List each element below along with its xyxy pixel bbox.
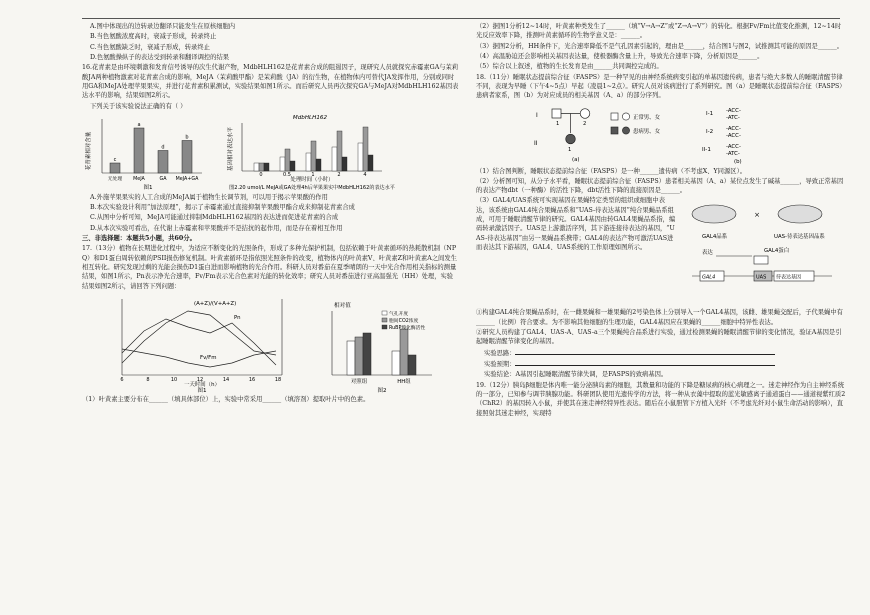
fig2-bar	[342, 157, 347, 171]
fly-icon	[778, 205, 822, 223]
ped-i1-normal-male	[552, 109, 561, 118]
fig4-legend-label: 气孔开度	[389, 311, 409, 317]
uas-label: UAS	[756, 274, 767, 281]
top-rule	[82, 18, 840, 19]
q16-option-d: D.从本次实验可看出，在代谢上赤霉素和苹果酸并不是拮抗的起作用，而是存在着相互作用	[90, 224, 343, 232]
fig4-bar	[355, 337, 363, 375]
legend-normal-female-symbol	[622, 112, 629, 119]
fig2-xlabel: 处理时间（小时）	[290, 176, 334, 183]
fig1-bar-letter: a	[137, 121, 141, 128]
fig4-legend-swatch	[382, 325, 387, 329]
sequence-figure	[702, 108, 742, 165]
option-c: C.当色氨酸缺乏时，衰减子形成，转录终止	[90, 43, 210, 51]
legend-affected-female-symbol	[622, 126, 629, 133]
series-label-fvfm: Fv/Fm	[200, 354, 217, 361]
ped-ii1-affected-female	[566, 134, 576, 144]
fig2-bar	[254, 163, 259, 171]
ped-label-i2: 2	[583, 120, 587, 127]
gen-i-label: I	[536, 111, 538, 119]
fly-icon	[692, 205, 736, 223]
fig1-category-label: 无处理	[107, 176, 123, 182]
gal4-strain-label: GAL4品系	[702, 234, 728, 241]
fig3-xtick: 6	[120, 376, 124, 383]
series-pn-line	[122, 319, 276, 365]
right-column	[476, 22, 846, 419]
fig2-bar	[316, 159, 321, 171]
fig4-bar	[347, 341, 355, 375]
left-column	[82, 22, 459, 405]
q16-option-a: A.外施苹果果实的人工合成的MeJA属于植物生长调节剂，可以用于揭示苹果酸的作用	[90, 193, 328, 201]
q16-figures	[82, 113, 459, 191]
seq-top: -ACC-	[726, 107, 741, 114]
gen-ii-label: II	[534, 139, 538, 147]
target-gene-label: 待表达基因	[776, 274, 802, 281]
pedigree-figure	[476, 103, 846, 165]
q17-text: 17.（13分）植物在长期进化过程中，为适应不断变化的光照条件，形成了多种光保护机制，包括依赖于叶黄素循环的热耗散机制（NPQ）和D1蛋白周转依赖的PSII损伤修复机制。叶黄素循环是指依照光照条件的改变，植物体内的叶黄素V、叶黄素Z和叶黄素A之间发生相互转化。研究发现过剩的光能会损伤D1蛋白进而影响植物的光合作用。科研人员对番茄在夏季晴朗的一天中光合作用相关指标的测量结果，如图1所示，Pn表示净光合速率，Fv/Fm表示光合色素对光能的转化效率；研究人员对番茄进行亚高温强光（HH）处理，实验结果如图2所示，请回答下列问题：	[82, 245, 457, 290]
fig4-xtick: 对照组	[350, 378, 368, 385]
fig3-xtick: 14	[222, 376, 230, 383]
fig2-bar	[280, 157, 285, 171]
fig1-bar	[110, 163, 120, 173]
fig1-bar	[182, 140, 192, 173]
fig2-bar	[285, 149, 290, 171]
option-a: A.图中体现出的边转录边翻译只能发生在原核细胞内	[90, 23, 236, 30]
seq-top: -ACC-	[726, 125, 741, 132]
fig1-bar	[134, 128, 144, 173]
fig2-bar	[264, 163, 269, 171]
fig2-xtick: 0	[259, 171, 263, 178]
q18-3-a: ①构建GAL4纯合果蝇品系时，在一雌果蝇和一雄果蝇的2号染色体上分别导入一个GAL4基因，该雌、雄果蝇交配后，子代果蝇中有______（比例）符合要求。为不影响其他细胞的生理功能，GAL4基因应在果蝇的______细胞中特异性表达。	[476, 309, 843, 326]
plan-answer-line	[515, 348, 775, 355]
gal4-protein-label: GAL4蛋白	[764, 248, 790, 255]
fig2-xtick: 1	[311, 171, 315, 178]
q16-option-c: C.从图中分析可知，MeJA可能通过抑制MdbHLH162基因的表达进而促进花青素的合成	[90, 214, 339, 222]
fig4-bar-chart	[332, 301, 432, 393]
fig2-bar	[311, 141, 316, 171]
gal4-gene-label: GAL4	[702, 274, 716, 281]
fig2-bar	[358, 143, 363, 171]
fig2-bar	[363, 127, 368, 171]
cross-symbol: ×	[754, 211, 760, 220]
series-label-pn: Pn	[234, 314, 241, 321]
q18-expect	[476, 359, 846, 369]
series-fvfm-line	[122, 349, 276, 367]
legend-normal: 正常男、女	[633, 114, 660, 121]
fig3-xtick: 16	[248, 376, 256, 383]
uas-strain-label: UAS-待表达基因品系	[774, 234, 825, 241]
fig4-bar	[408, 355, 416, 375]
q18-3: （3）GAL4/UAS系统可实现基因在果蝇特定类型的组织或细胞中表达，该系统由GAL4纯合果蝇品系和“UAS-待表达基因”纯合果蝇品系组成，可用于睡眠清醒节律的研究。GAL4基因由转GAL4果蝇品系指，编码转录激活因子。UAS是上游激活序列，其下游连接待表达的基因，“UAS-待表达基因”由另一果蝇品系携带；GAL4的表达产物可激活UAS进而表达其下游基因，GAL4、UAS系统的工作原理如图所示。	[476, 197, 676, 251]
q17-3: （3）据图2分析，HH条件下，光合速率降低不是气孔因素引起的，理由是______，结合图1与图2，试推测其可能的原因是______。	[476, 42, 844, 50]
q19-text: 19.（12分）胰岛β细胞是体内唯一能分泌胰岛素的细胞，其数量和功能的下降是糖尿病的核心病理之一。迷走神经作为自主神经系统的一部分，已知参与调节胰腺功能。科研团队使用光遗传学的方法，将一种从衣藻中提取的蓝光敏感离子通道蛋白——通道视紫红质2（ChR2）的基因转入小鼠，并使其在迷走神经特异性表达。随后在小鼠胆管下方植入光纤（不考虑光纤对小鼠生命活动的影响），直接照射其迷走神经，实现特	[476, 381, 846, 417]
fig4-bar	[392, 351, 400, 375]
fig1-bar-letter: d	[161, 144, 165, 151]
fig2-bar	[332, 147, 337, 171]
ped-label-i1: 1	[556, 120, 560, 127]
pedigree-caption: (a)	[572, 156, 580, 163]
seq-id: I-2	[706, 128, 714, 135]
seq-bottom: -ATC-	[726, 114, 740, 121]
q18-conclusion: 实验结论：A基因引起睡眠清醒节律失调，是FASPS的致病基因。	[484, 371, 668, 379]
q18-3-b: ②研究人员构建了GAL4、UAS-A、UAS-a三个果蝇纯合品系进行实验，通过检测果蝇的睡眠清醒节律的变化情况，验证A基因是引起睡眠清醒节律变化的基因。	[476, 329, 842, 346]
pedigree-svg	[476, 103, 846, 165]
fig1-bar-letter: b	[185, 134, 189, 141]
fig4-bar	[363, 333, 371, 375]
fig3-xlabel: 一天时间（h）	[184, 381, 220, 388]
fig3-xtick: 10	[170, 376, 178, 383]
fig1-caption: 图1	[143, 184, 153, 191]
fig2-bars	[254, 127, 373, 171]
fig1-category-label: MeJA+GA	[175, 176, 199, 182]
legend-affected: 患病男、女	[633, 128, 660, 135]
q18-expect-label: 实验预期：	[484, 361, 516, 368]
fig3-xtick: 8	[146, 376, 150, 383]
q17-figures-svg	[82, 293, 459, 393]
q16-ask: 下列关于该实验说法正确的有（ ）	[90, 102, 187, 110]
fig1-category-label: MeJA	[133, 176, 145, 182]
fig4-legend-swatch	[382, 318, 387, 322]
option-b: B.当色氨酸浓度高时，衰减子形成，转录终止	[90, 33, 217, 41]
fig4-caption: 图2	[377, 387, 387, 393]
series-label-az: (A+Z)/(V+A+Z)	[194, 300, 237, 307]
q18-2: （2）分析图可知，从分子水平看，睡眠状态提前综合征（FASPS）患者相关基因（A、a）某位点发生了碱基______，导致正常基因的表达产物dbt（一种酶）的活性下降，dbt活性下降的直接原因是______。	[476, 177, 844, 195]
fig3-line-chart	[120, 299, 282, 393]
fig2-bar	[337, 131, 342, 171]
fig4-legend-swatch	[382, 311, 387, 315]
q17-1: （1）叶黄素主要分布在______（填具体部位）上，实验中常采用______（填溶剂）提取叶片中的色素。	[82, 395, 370, 403]
seq-id: I-1	[706, 110, 714, 117]
sequence-caption: (b)	[734, 158, 742, 165]
fig2-title: MdbHLH162	[292, 114, 328, 121]
fig2-caption: 图2.20 umol/L MeJA或GA处理4h后苹果果实中MdbHLH162的表达水平	[229, 184, 395, 191]
q18-plan	[476, 348, 846, 358]
fig2-ylabel: 基因相对表达水平	[228, 126, 234, 171]
fig4-legend-label: RuBP羧化酶活性	[389, 325, 426, 331]
fig4-legend-label: 胞间CO2浓度	[389, 318, 419, 324]
q17-5: （5）综合以上叙述，植物的生长发育是由______共同调控完成的。	[476, 63, 663, 71]
expect-answer-line	[515, 359, 775, 366]
seq-bottom: -ACC-	[726, 132, 741, 139]
q17-2: （2）据图1分析12~14时，叶黄素种类发生了______（填“V→A→Z”或“Z→A→V”）的转化。根据Fv/Fm比值变化推测，12~14时光反应效率下降，推测叶黄素循环的生物学意义是：______。	[476, 23, 842, 40]
fig2-xtick: 0.5	[283, 171, 291, 178]
fig1-bar	[158, 150, 168, 173]
q17-4: （4）高温胁迫还会影响相关基因表达量，使极器酶含量上升，导致光合速率下降，分析原因是______。	[476, 52, 764, 60]
fig4-xtick: HH组	[397, 378, 411, 385]
seq-id: II-1	[702, 146, 711, 153]
fig3-xtick: 18	[274, 376, 282, 383]
q18-plan-label: 实验思路：	[484, 349, 516, 357]
legend-affected-male-symbol	[611, 127, 618, 134]
fig2-bar-chart	[226, 115, 395, 191]
seq-bottom: -ATC-	[726, 150, 740, 157]
q18-1: （1）结合图判断，睡眠状态提前综合征（FASPS）是一种______遗传病（不考虑X、Y同源区）。	[476, 167, 747, 175]
gal4-uas-diagram	[682, 196, 842, 308]
fig2-xtick: 4	[363, 171, 367, 178]
q16-figures-svg	[82, 113, 459, 191]
ped-label-ii1: 1	[568, 146, 572, 153]
fig2-xtick: 2	[337, 171, 341, 178]
q18-text: 18.（11分）睡眠状态提前综合征（FASPS）是一种罕见的由神经系统病变引起的单基因遗传病，患者与绝大多数人的睡眠清醒节律不同，表现为早睡（下午4~5点）早起（凌晨1~2点）。研究人员对该病进行了系列研究。图（a）是睡眠状态提前综合征（FASPS）患病者家系，图（b）为对应成员的相关基因（A、a）的部分序列。	[476, 73, 846, 100]
fig2-bar	[368, 155, 373, 171]
fig2-bar	[290, 161, 295, 171]
q18-3-block	[476, 196, 846, 308]
ped-i2-normal-female	[580, 108, 590, 118]
fig3-caption: 图1	[197, 387, 207, 393]
fig2-bar	[259, 163, 264, 171]
fig4-bar	[400, 329, 408, 375]
seq-top: -ACC-	[726, 143, 741, 150]
fig1-bar-chart	[84, 119, 202, 191]
fig1-bar-letter: c	[113, 156, 117, 163]
fig1-ylabel: 花青素相对含量	[86, 131, 92, 171]
q16-option-b: B.本次实验设计利用“加法原理”，揭示了赤霉素通过直接抑制苹果酸甲酯合成来抑制花青素合成	[90, 204, 355, 212]
fig2-bar	[306, 153, 311, 171]
fig1-category-label: GA	[159, 176, 167, 182]
section-3-heading: 三、非选择题：本题共5小题，共60分。	[82, 235, 196, 243]
fig3-xtick: 12	[196, 376, 204, 383]
q16-text: 16.花青素是由环境刺激和发育信号诱导的次生代谢产物，MdbHLH162是花青素合成的阻遏因子，现研究人员就探究赤霉素GA与茉莉酸JA两种植物激素对花青素合成的影响，MeJA（茉莉酸甲酯）是茉莉酸（JA）的衍生物，在植物体内可替代JA发挥作用，分别或同时用GA和MeJA处理苹果果实，并进行花青素积累测试，实验结果如图1所示。而后研究人员再次探究GA与MeJA对MdbHLH162基因表达水平的影响，结果如图2所示。	[82, 64, 459, 100]
legend-normal-male-symbol	[611, 113, 618, 120]
q17-figures	[82, 293, 459, 393]
fig4-title: 相对值	[334, 302, 351, 309]
gal4-protein-shape	[754, 256, 768, 264]
option-d: D.色氨酸操纵子的表达受到转录和翻译调控的结果	[90, 53, 230, 61]
expression-label: 表达	[702, 250, 713, 257]
